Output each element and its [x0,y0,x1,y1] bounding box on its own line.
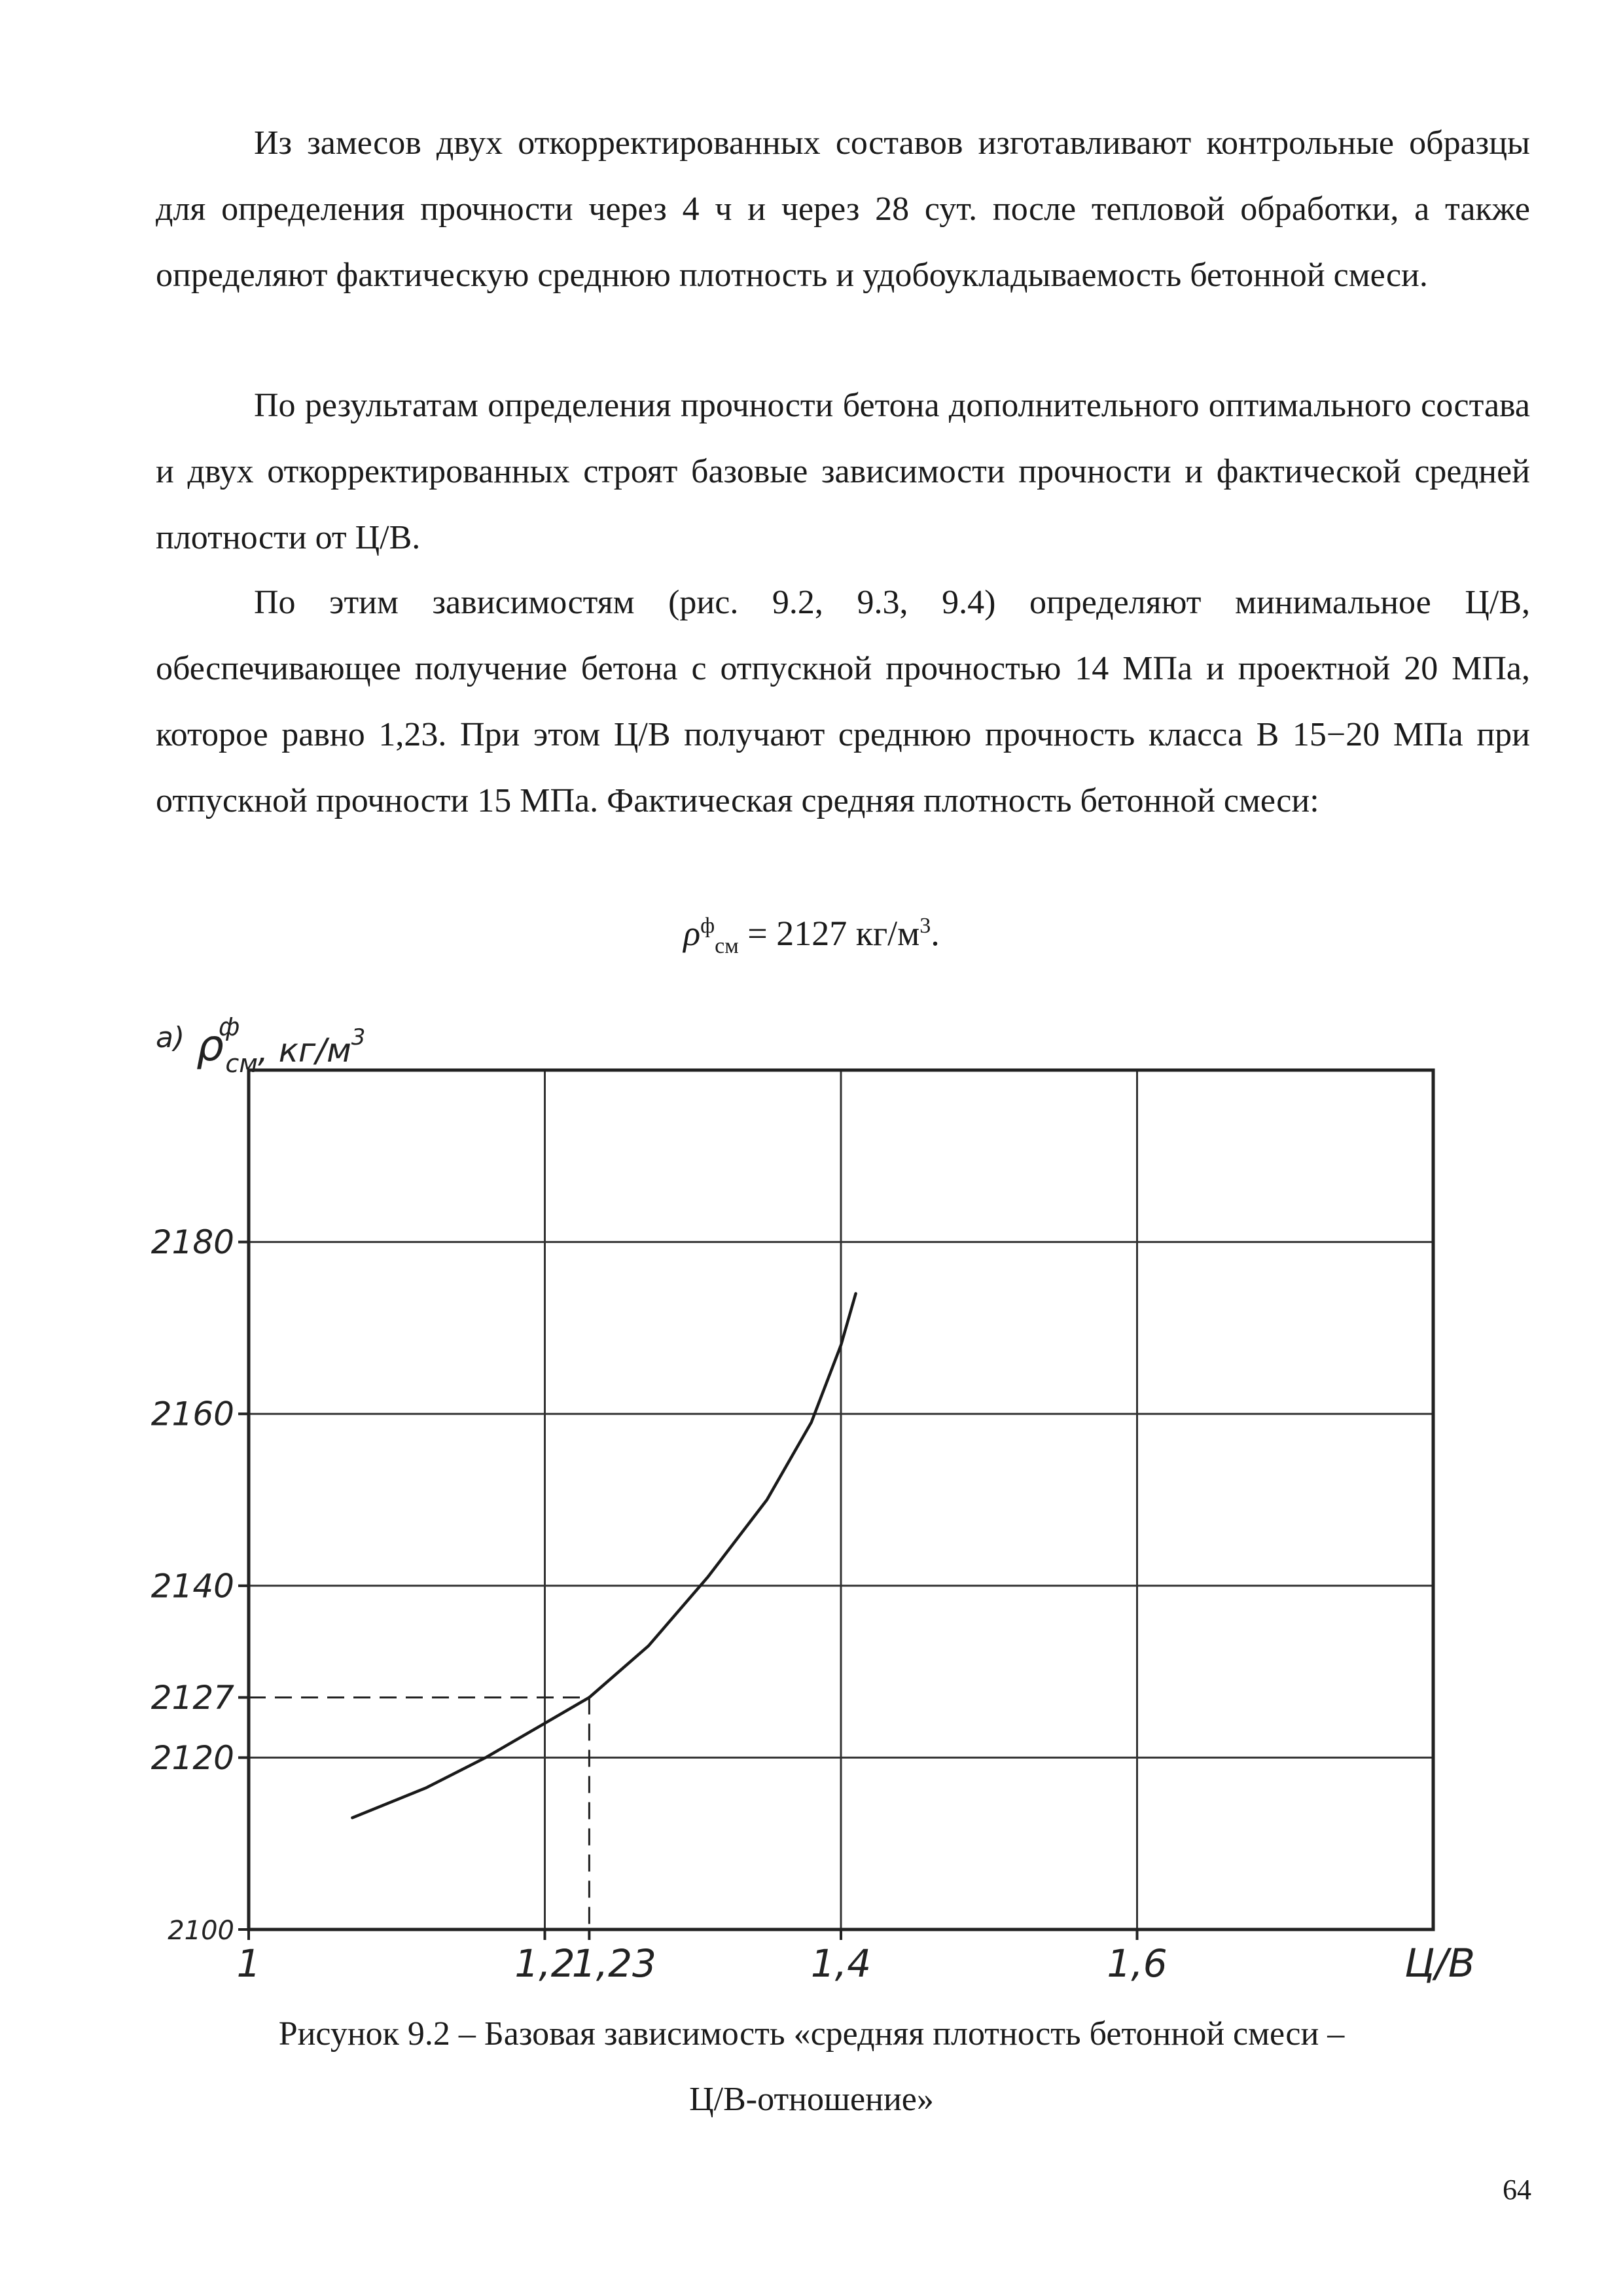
x-tick-label: 1,23 [571,1941,656,1986]
y-tick-label: 2100 [168,1916,234,1946]
formula-value: = 2127 кг/м [738,914,920,953]
x-tick-label: 1,2 [514,1941,575,1986]
x-tick-label: 1,6 [1107,1941,1168,1986]
paragraph-2: По результатам определения прочности бетона дополнительного оптимального состава и двух откорректированных строят базовые зависимости прочности и фактической средней плотности от Ц/В. [156,387,1530,556]
x-tick-label: 1 [236,1941,261,1986]
y-tick-label: 2140 [151,1567,234,1605]
paragraph-3: По этим зависимостям (рис. 9.2, 9.3, 9.4) определяют минимальное Ц/В, обеспечивающее получение бетона с отпускной прочностью 14 МПа и проектной 20 МПа, которое равно 1,23. При этом Ц/В получают среднюю прочность класса В 15−20 МПа при отпускной прочности 15 МПа. Фактическая средняя плотность бетонной смеси: [156,584,1530,819]
y-tick-label: 2160 [151,1395,234,1433]
y-tick-label: 2127 [151,1678,234,1717]
density-curve [352,1293,855,1818]
formula-sup: ф [700,914,715,938]
plot-area [151,1070,1475,1986]
y-axis-label-sub: см [225,1049,258,1078]
y-axis-label-power: 3 [351,1024,366,1050]
formula-end: . [931,914,940,953]
x-tick-label: 1,4 [810,1941,872,1986]
paragraph-1: Из замесов двух откорректированных составов изготавливают контрольные образцы для определения прочности через 4 ч и через 28 сут. после тепловой обработки, а также определяют фактическую среднюю плотность и удобоукладываемость бетонной смеси. [156,124,1530,294]
density-chart [131,1001,1531,2003]
formula-symbol: ρ [683,914,701,953]
x-axis-label: Ц/В [1404,1941,1475,1986]
density-formula [0,897,1623,976]
caption-line-2: Ц/В-отношение» [689,2081,934,2118]
y-axis-label-sup: ф [218,1013,240,1041]
caption-line-1: Рисунок 9.2 – Базовая зависимость «средняя плотность бетонной смеси – [278,2015,1345,2053]
panel-label: а) [156,1021,185,1054]
y-tick-label: 2120 [151,1738,234,1777]
y-axis-label-symbol: ρ [196,1020,224,1071]
formula-power: 3 [919,914,931,938]
y-axis-label-units: , кг/м [257,1031,351,1069]
formula-sub: см [715,933,739,958]
y-axis-label [196,1013,365,1078]
page-number: 64 [1503,2174,1531,2206]
y-tick-label: 2180 [151,1223,234,1262]
figure-caption [0,2001,1623,2132]
